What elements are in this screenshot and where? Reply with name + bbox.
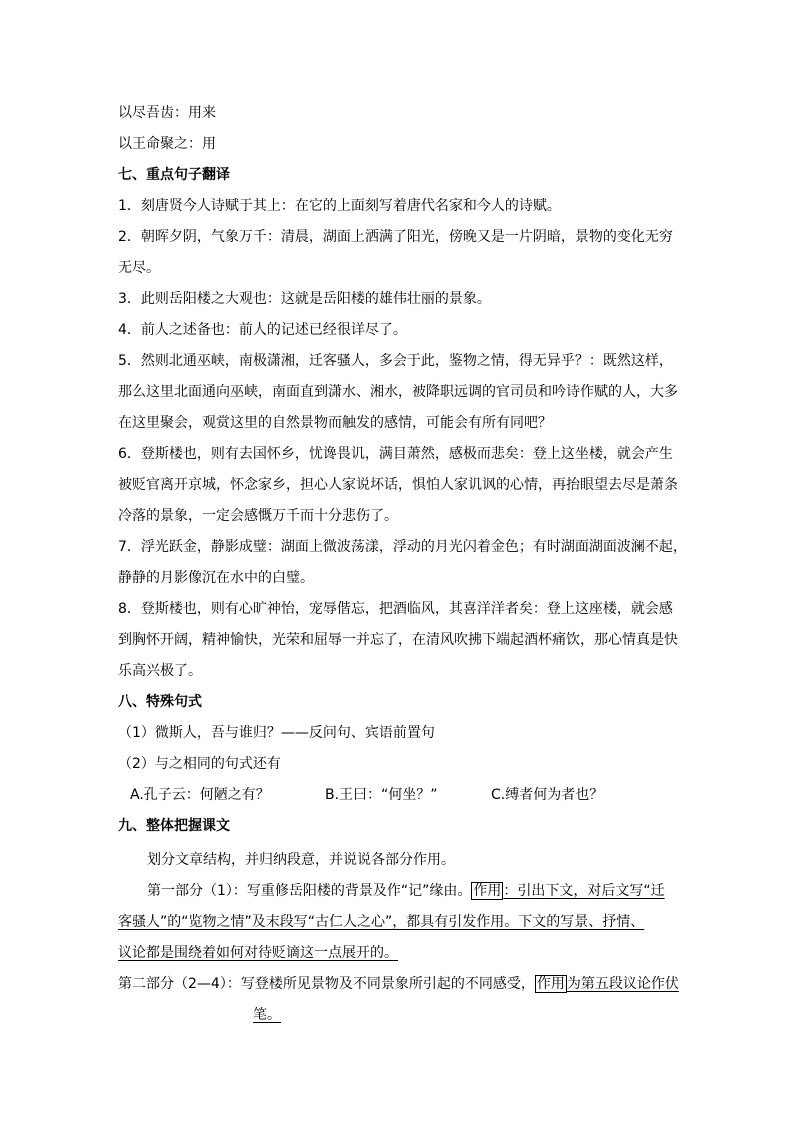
option-a: A.孔子云：何陋之有？ bbox=[130, 787, 270, 803]
translation-2: 2．朝晖夕阴，气象万千：清晨，湖面上洒满了阳光，傍晚又是一片阴暗，景物的变化无穷 bbox=[118, 229, 673, 245]
option-b: B.王曰：“何坐？” bbox=[325, 787, 438, 803]
section-heading-9: 九、整体把握课文 bbox=[118, 818, 230, 834]
part-1-line-3: 议论都是围绕着如何对待贬谪这一点展开的。 bbox=[118, 945, 398, 961]
text-line: 无尽。 bbox=[118, 260, 160, 276]
translation-6: 6．登斯楼也，则有去国怀乡，忧谗畏讥，满目萧然，感极而悲矣：登上这坐楼，就会产生 bbox=[118, 446, 673, 462]
text-line: 那么这里北面通向巫峡，南面直到潇水、湘水，被降职远调的官司员和吟诗作赋的人，大多 bbox=[118, 384, 678, 400]
part-2-intro: 第二部分（2—4）：写登楼所见景物及不同景象所引起的不同感受， bbox=[118, 976, 535, 992]
text-line: 到胸怀开阔，精神愉快，光荣和屈辱一并忘了，在清风吹拂下端起酒杯痛饮，那心情真是快 bbox=[118, 632, 678, 648]
translation-1: 1．刻唐贤今人诗赋于其上：在它的上面刻写着唐代名家和今人的诗赋。 bbox=[118, 198, 561, 214]
special-sentence-2: （2）与之相同的句式还有 bbox=[118, 756, 281, 772]
section-heading-7: 七、重点句子翻译 bbox=[118, 167, 230, 183]
part-1-intro: 第一部分（1）：写重修岳阳楼的背景及作“记”缘由。 bbox=[147, 883, 472, 899]
part-1-function-text: ：引出下文，对后文写“迁 bbox=[503, 883, 665, 899]
special-sentence-1: （1）微斯人，吾与谁归？——反问句、宾语前置句 bbox=[118, 725, 435, 741]
text-line: 冷落的景象，一定会感慨万千而十分悲伤了。 bbox=[118, 508, 398, 524]
translation-5: 5．然则北通巫峡，南极潇湘，迁客骚人，多会于此，鉴物之情，得无异乎？：既然这样， bbox=[118, 353, 673, 369]
part-1-line-2: 客骚人”的“览物之情”及末段写“古仁人之心”，都具有引发作用。下文的写景、抒情、 bbox=[118, 914, 645, 930]
translation-7: 7．浮光跃金，静影成璧：湖面上微波荡漾，浮动的月光闪着金色；有时湖面湖面波澜不起， bbox=[118, 539, 687, 555]
structure-instruction: 划分文章结构，并归纳段意，并说说各部分作用。 bbox=[147, 852, 455, 868]
part-2-function-label: 作用 bbox=[536, 976, 565, 992]
part-2-line-2: 笔。 bbox=[253, 1007, 281, 1023]
text-line: 以王命聚之：用 bbox=[118, 136, 216, 152]
translation-8: 8．登斯楼也，则有心旷神怡，宠辱偕忘，把酒临风，其喜洋洋者矣：登上这座楼，就会感 bbox=[118, 601, 673, 617]
text-line: 静静的月影像沉在水中的白璧。 bbox=[118, 570, 314, 586]
translation-3: 3．此则岳阳楼之大观也：这就是岳阳楼的雄伟壮丽的景象。 bbox=[118, 291, 491, 307]
translation-4: 4．前人之述备也：前人的记述已经很详尽了。 bbox=[118, 322, 407, 338]
part-2-line-1 bbox=[118, 974, 679, 994]
text-line: 以尽吾齿：用来 bbox=[118, 105, 216, 121]
text-line: 被贬官离开京城，怀念家乡，担心人家说坏话，惧怕人家讥讽的心情，再抬眼望去尽是萧条 bbox=[118, 477, 678, 493]
part-1-function-label: 作用 bbox=[473, 883, 502, 899]
part-2-function-text: 为第五段议论作伏 bbox=[566, 976, 679, 992]
text-line: 乐高兴极了。 bbox=[118, 663, 202, 679]
section-heading-8: 八、特殊句式 bbox=[118, 694, 202, 710]
text-line: 在这里聚会，观赏这里的自然景物而触发的感情，可能会有所有同吧？ bbox=[118, 415, 552, 431]
option-c: C.缚者何为者也？ bbox=[491, 787, 604, 803]
part-1-line-1 bbox=[147, 881, 665, 901]
